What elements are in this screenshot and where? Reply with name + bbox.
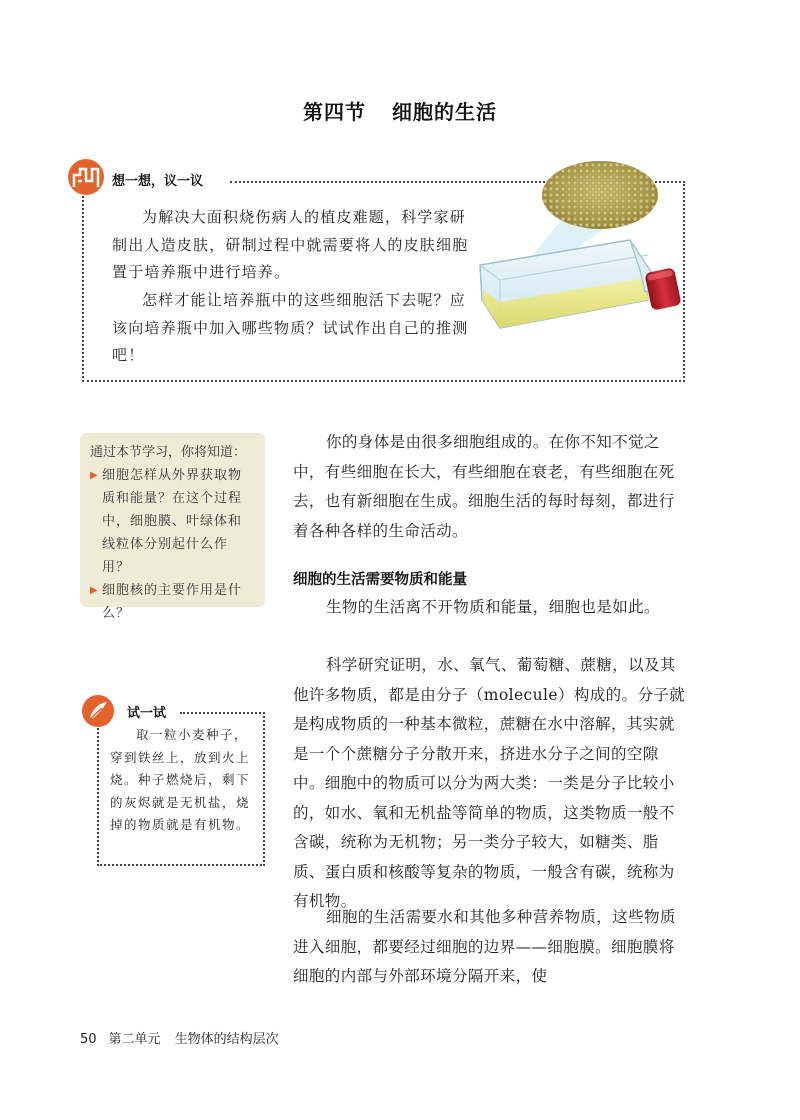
section-name: 细胞的生活 [392,100,497,124]
learning-objective-item [90,579,255,625]
try-it-text: 取一粒小麦种子，穿到铁丝上，放到火上烧。种子燃烧后，剩下的灰烬就是无机盐，烧掉的物质就是有机物。 [110,727,251,832]
body-paragraph-3: 细胞的生活需要水和其他多种营养物质，这些物质进入细胞，都要经过细胞的边界——细胞膜。细胞膜将细胞的内部与外部环境分隔开来，使 [293,908,676,985]
think-paragraph-2: 怎样才能让培养瓶中的这些细胞活下去呢？应该向培养瓶中加入哪些物质？试试作出自己的推测吧！ [112,291,469,364]
unit-title: 生物体的结构层次 [174,1032,279,1047]
learning-objectives-heading: 通过本节学习，你将知道： [90,445,247,460]
learning-objective-item [90,464,255,579]
body-paragraph-2: 科学研究证明，水、氧气、葡萄糖、蔗糖，以及其他许多物质，都是由分子（molecule）构成的。分子就是构成物质的一种基本微粒，蔗糖在水中溶解，其实就是一个个蔗糖分子分散开来，挤进水分子之间的空隙中。细胞中的物质可以分为两大类：一类是分子比较小的，如水、氧和无机盐等简单的物质，这类物质一般不含碳，统称为无机物；另一类分子较大，如糖类、脂质、蛋白质和核酸等复杂的物质，一般含有碳，统称为有机物。 [293,656,686,910]
body-paragraph-1: 生物的生活离不开物质和能量，细胞也是如此。 [326,598,660,616]
page-number: 50 [80,1032,97,1047]
section-number: 第四节 [303,100,366,124]
culture-flask-illustration [470,150,700,350]
learning-objective-text: 细胞怎样从外界获取物质和能量？在这个过程中，细胞膜、叶绿体和线粒体分别起什么作用？ [102,468,243,575]
intro-paragraph: 你的身体是由很多细胞组成的。在你不知不觉之中，有些细胞在长大，有些细胞在衰老，有些细胞在死去，也有新细胞在生成。细胞生活的每时每刻，都进行着各种各样的生命活动。 [293,433,675,540]
learning-objectives-box [80,433,265,621]
think-discuss-label: 想一想，议一议 [112,174,204,189]
unit-number: 第二单元 [108,1032,161,1047]
triangle-bullet-icon: ▶ [90,470,98,481]
think-discuss-icon [66,157,106,197]
page-footer [80,1028,279,1047]
triangle-bullet-icon: ▶ [90,585,98,596]
learning-objective-text: 细胞核的主要作用是什么？ [102,583,243,621]
try-it-label: 试一试 [127,706,167,721]
think-paragraph-1: 为解决大面积烧伤病人的植皮难题，科学家研制出人造皮肤，研制过程中就需要将人的皮肤细胞置于培养瓶中进行培养。 [112,208,469,281]
try-box-top-border [180,712,265,714]
subsection-heading: 细胞的生活需要物质和能量 [293,572,467,588]
section-title [0,96,800,125]
